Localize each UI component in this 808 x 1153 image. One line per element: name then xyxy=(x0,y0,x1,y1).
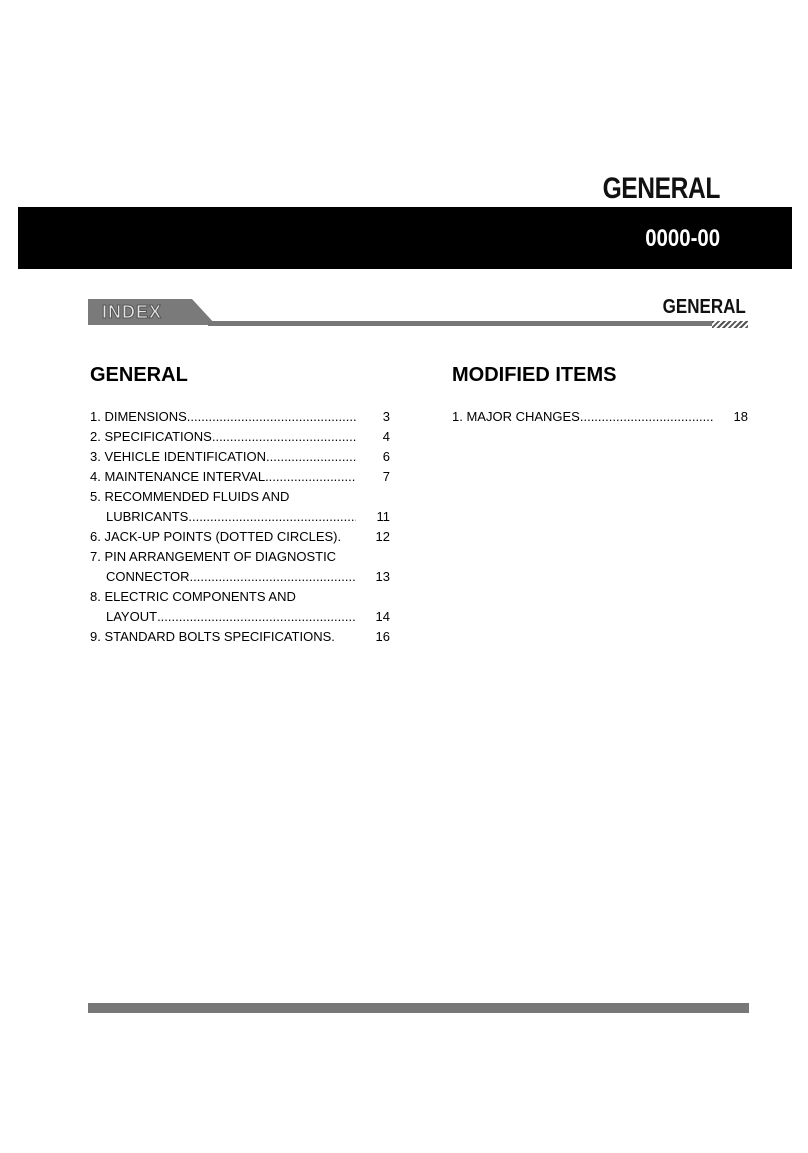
toc-item-major-changes[interactable] xyxy=(452,407,748,427)
toc-item-text: 2. SPECIFICATIONS xyxy=(90,429,212,444)
hatch-decoration xyxy=(712,321,748,328)
toc-page-number: 11 xyxy=(376,509,390,524)
index-tab-label: INDEX xyxy=(102,302,163,322)
toc-item-vehicle-identification[interactable] xyxy=(90,447,390,467)
toc-item-electric-components[interactable] xyxy=(90,587,390,627)
toc-item-text-cont: LAYOUT xyxy=(106,609,158,624)
toc-page-number: 13 xyxy=(375,569,390,584)
leader-dots xyxy=(157,607,356,627)
toc-item-text: 1. DIMENSIONS xyxy=(90,409,187,424)
toc-item-standard-bolts[interactable] xyxy=(90,627,390,647)
toc-item-pin-arrangement[interactable] xyxy=(90,547,390,587)
index-section-label: GENERAL xyxy=(662,296,746,318)
modified-items-heading: MODIFIED ITEMS xyxy=(452,364,617,386)
toc-page-number: 4 xyxy=(382,429,390,444)
toc-item-text: 8. ELECTRIC COMPONENTS AND xyxy=(90,589,296,604)
toc-item-text: 6. JACK-UP POINTS (DOTTED CIRCLES). xyxy=(90,529,342,544)
toc-item-text: 3. VEHICLE IDENTIFICATION xyxy=(90,449,267,464)
toc-page-number: 7 xyxy=(382,469,390,484)
toc-item-text: 1. MAJOR CHANGES xyxy=(452,409,580,424)
toc-item-text: 9. STANDARD BOLTS SPECIFICATIONS. xyxy=(90,629,335,644)
leader-dots xyxy=(265,467,356,487)
leader-dots xyxy=(212,427,356,447)
toc-item-text-cont: CONNECTOR xyxy=(106,569,190,584)
toc-item-text-cont: LUBRICANTS xyxy=(106,509,189,524)
toc-item-text: 5. RECOMMENDED FLUIDS AND xyxy=(90,489,290,504)
leader-dots xyxy=(190,567,356,587)
section-code: 0000-00 xyxy=(645,225,720,252)
toc-page-number: 16 xyxy=(375,629,390,644)
header-band xyxy=(18,207,792,269)
general-toc xyxy=(90,364,390,647)
toc-item-recommended-fluids[interactable] xyxy=(90,487,390,527)
modified-items-toc xyxy=(452,364,748,427)
toc-item-maintenance-interval[interactable] xyxy=(90,467,390,487)
toc-page-number: 6 xyxy=(382,449,390,464)
general-heading: GENERAL xyxy=(90,364,188,386)
toc-item-text: 4. MAINTENANCE INTERVAL xyxy=(90,469,266,484)
toc-page-number: 18 xyxy=(733,409,748,424)
toc-item-dimensions[interactable] xyxy=(90,407,390,427)
toc-page-number: 3 xyxy=(382,409,390,424)
toc-item-text: 7. PIN ARRANGEMENT OF DIAGNOSTIC xyxy=(90,549,337,564)
toc-item-jack-up-points[interactable] xyxy=(90,527,390,547)
toc-item-specifications[interactable] xyxy=(90,427,390,447)
index-divider-line xyxy=(208,321,748,326)
leader-dots xyxy=(266,447,356,467)
toc-page-number: 14 xyxy=(375,609,390,624)
leader-dots xyxy=(188,507,356,527)
leader-dots xyxy=(187,407,356,427)
toc-page-number: 12 xyxy=(375,529,390,544)
page-title: GENERAL xyxy=(602,172,720,205)
leader-dots xyxy=(580,407,714,427)
index-bar xyxy=(88,296,748,329)
footer-bar xyxy=(88,1003,749,1013)
